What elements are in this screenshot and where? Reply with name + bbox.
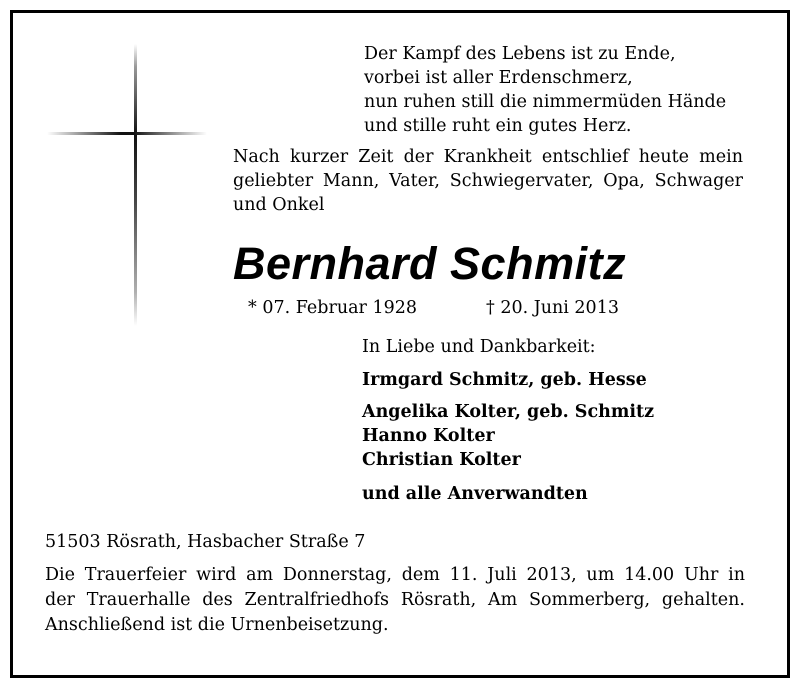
- poem-line: und stille ruht ein gutes Herz.: [364, 116, 632, 136]
- ceremony-line: der Trauerhalle des Zentralfriedhofs Rösrath, Am Sommerberg, gehalten.: [45, 590, 745, 610]
- address: 51503 Rösrath, Hasbacher Straße 7: [45, 532, 366, 552]
- ceremony-line: Anschließend ist die Urnenbeisetzung.: [45, 615, 389, 635]
- mourner-name: Christian Kolter: [362, 450, 521, 470]
- mourner-name: Angelika Kolter, geb. Schmitz: [362, 402, 655, 422]
- deceased-name: Bernhard Schmitz: [233, 238, 627, 289]
- poem-line: vorbei ist aller Erdenschmerz,: [364, 68, 633, 88]
- mourner-relatives: und alle Anverwandten: [362, 484, 588, 504]
- ceremony-text: [45, 563, 745, 638]
- cross-icon: [47, 44, 207, 326]
- ceremony-line: Die Trauerfeier wird am Donnerstag, dem 11. Juli 2013, um 14.00 Uhr in: [45, 565, 745, 585]
- death-date: † 20. Juni 2013: [486, 298, 619, 318]
- poem-line: Der Kampf des Lebens ist zu Ende,: [364, 44, 676, 64]
- poem-line: nun ruhen still die nimmermüden Hände: [364, 92, 727, 112]
- birth-date: * 07. Februar 1928: [248, 298, 417, 318]
- mourner-name: Hanno Kolter: [362, 426, 495, 446]
- mourners-list: [362, 368, 654, 506]
- mourner-spouse: Irmgard Schmitz, geb. Hesse: [362, 370, 647, 390]
- intro-text: Nach kurzer Zeit der Krankheit entschlief heute mein geliebter Mann, Vater, Schwiegervater, Opa, Schwager und Onkel: [233, 147, 743, 215]
- poem: [364, 42, 726, 138]
- thanks-line: In Liebe und Dankbarkeit:: [362, 337, 596, 357]
